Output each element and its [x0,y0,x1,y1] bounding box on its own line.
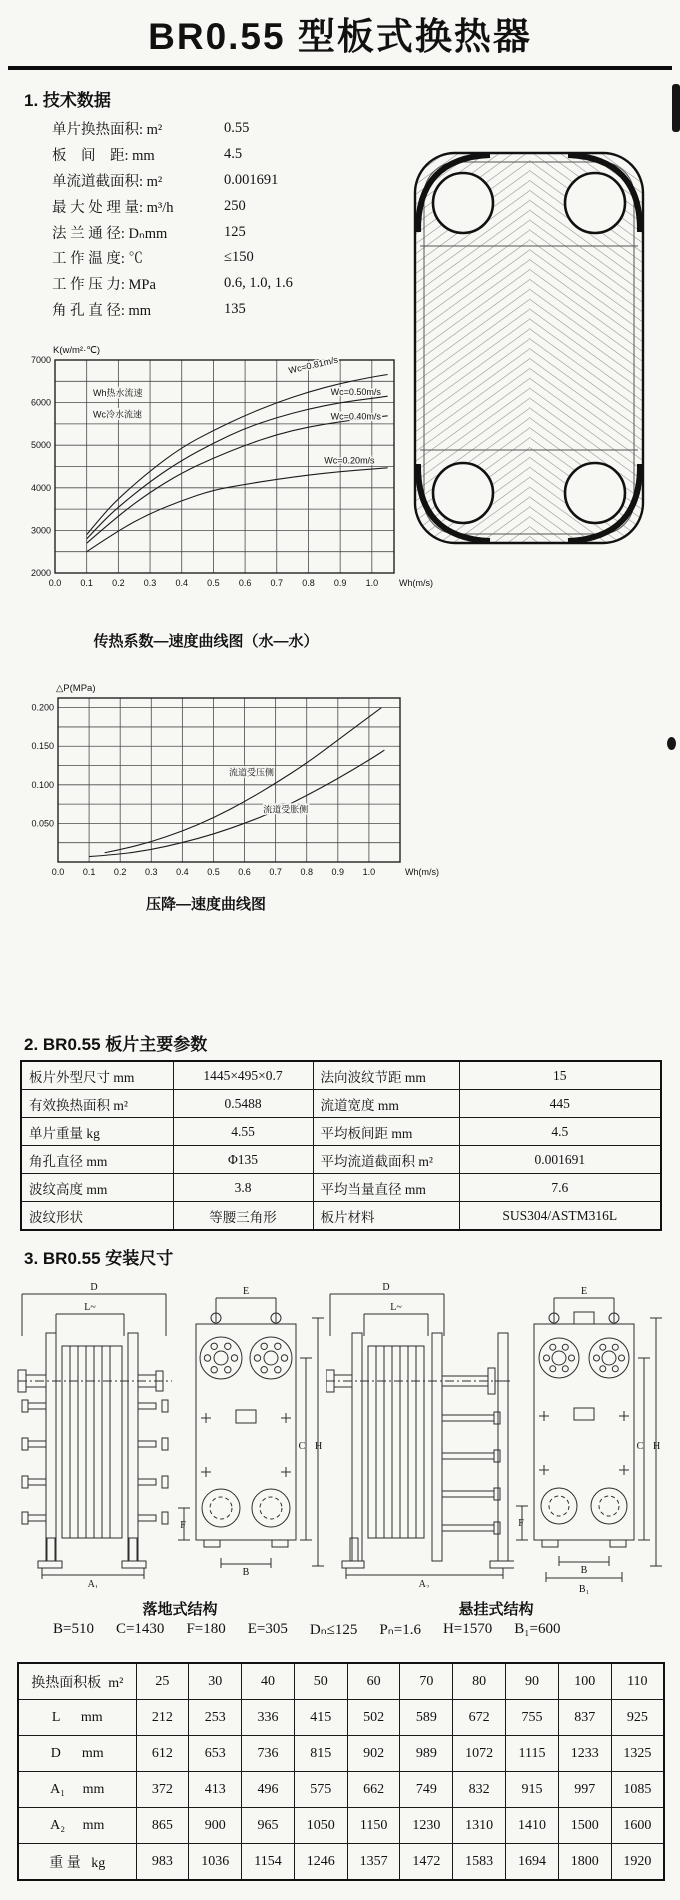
title-rule [8,66,672,70]
dim-label-D: D [382,1282,390,1293]
dim-label-H: H [653,1441,661,1452]
table-cell: 1445×495×0.7 [173,1061,313,1090]
x-tick-label: 0.9 [331,867,345,877]
curve-label: 流道受压侧 [229,767,275,778]
table-cell: 983 [136,1844,189,1881]
table-cell: 1085 [611,1772,664,1808]
y-tick-label: 0.200 [31,702,54,713]
x-tick-label: 0.3 [145,867,158,877]
table-cell: 0.001691 [224,171,279,188]
table-cell: L mm [18,1700,136,1736]
chart-grid [58,698,400,862]
hanging-type-front-view-drawing [514,1278,666,1596]
pressure-drop-chart [24,672,472,884]
dim-label-E: E [580,1286,588,1297]
dim-label-B1: B₁ [578,1584,590,1595]
frame-plates-rods [326,1333,514,1568]
table-cell: 1230 [400,1808,453,1844]
table-cell: 1920 [611,1844,664,1881]
table-cell: 832 [453,1772,506,1808]
table-cell: 3.8 [173,1174,313,1202]
table-cell: 角 孔 直 径: mm [52,302,152,319]
section-1-heading: 1. 技术数据 [24,91,111,110]
dim-label-F: F [518,1518,524,1529]
table-cell: SUS304/ASTM316L [459,1202,661,1231]
x-tick-label: 0.5 [207,867,220,877]
table-cell: 502 [347,1700,400,1736]
floor-type-side-view-drawing [16,1278,174,1588]
curve-label: 流道受胀侧 [263,804,309,815]
table-cell: E=305 [247,1621,288,1637]
table-cell: 902 [347,1736,400,1772]
x-tick-label: 0.1 [80,578,93,588]
table-cell: 80 [453,1663,506,1700]
table-row [18,1808,664,1844]
chart-border [58,698,400,862]
table-cell: 60 [347,1663,400,1700]
x-tick-label: 0.0 [48,578,62,588]
table-cell: 70 [400,1663,453,1700]
table-cell: 50 [294,1663,347,1700]
table-cell: 496 [242,1772,295,1808]
y-tick-label: 6000 [30,397,51,408]
table-cell: 工 作 温 度: ℃ [52,251,144,268]
table-cell: 最 大 处 理 量: m³/h [52,199,174,216]
table-cell: 997 [558,1772,611,1808]
chart-curve [105,708,382,853]
x-tick-label: 0.9 [333,578,347,588]
table-cell: 单片换热面积: m² [52,122,163,139]
chart-curve [89,750,384,857]
x-tick-label: 0.6 [238,867,251,877]
dimension-lines [516,1298,662,1582]
table-cell: 445 [459,1090,661,1118]
table-cell: 单流道截面积: m² [52,173,163,190]
dimension-lines [178,1298,324,1568]
table-cell: C=1430 [115,1621,165,1637]
table-cell: 413 [189,1772,242,1808]
table-cell: 1233 [558,1736,611,1772]
table-cell: ≤150 [224,249,254,266]
chart2-caption: 压降—速度曲线图 [145,896,266,913]
x-tick-label: 1.0 [362,867,376,877]
table-cell: 4.5 [459,1118,661,1146]
table-cell: 672 [453,1700,506,1736]
table-cell: 波纹形状 [21,1202,173,1231]
x-tick-label: 0.5 [207,578,220,588]
table-cell: B=510 [53,1621,94,1637]
x-tick-label: 0.2 [113,867,127,877]
table-cell: 平均当量直径 mm [313,1174,459,1202]
table-cell: 110 [611,1663,664,1700]
table-cell: 415 [294,1700,347,1736]
table-cell: F=180 [186,1621,226,1637]
table-cell: 612 [136,1736,189,1772]
table-cell: 30 [189,1663,242,1700]
x-axis-title: Wh(m/s) [405,867,439,877]
chart-curve [87,468,388,552]
curve-label: Wc=0.40m/s [330,411,381,422]
table-cell: 1246 [294,1844,347,1881]
dim-label-L: L~ [390,1302,402,1313]
table-cell: A₂ mm [18,1808,136,1844]
x-tick-label: 0.1 [82,867,96,877]
table-cell: 25 [136,1663,189,1700]
y-tick-label: 3000 [30,525,51,536]
y-tick-label: 0.100 [31,779,54,790]
tech-specs-list [52,116,293,322]
table-row [52,168,293,194]
table-cell: 125 [224,223,246,240]
body-and-ports [534,1312,634,1547]
table-cell: 1410 [506,1808,559,1844]
curve-label: Wc=0.81m/s [287,354,339,376]
y-tick-label: 2000 [30,568,51,578]
table-row [18,1844,664,1881]
hanging-type-side-view-drawing [326,1278,514,1588]
table-row [52,142,293,168]
hanging-type-caption: 悬挂式结构 [458,1601,534,1618]
dim-label-C: C [636,1441,644,1452]
table-row [52,245,293,271]
table-cell: 1357 [347,1844,400,1881]
table-row [21,1202,661,1231]
table-cell: 250 [224,197,246,214]
installation-dimensions-line [42,1620,571,1639]
table-cell: 90 [506,1663,559,1700]
dim-label-F: F [180,1520,186,1531]
table-cell: 915 [506,1772,559,1808]
table-cell: 1150 [347,1808,400,1844]
installation-drawings [16,1278,666,1596]
table-cell: 法向波纹节距 mm [313,1061,459,1090]
table-cell: 1310 [453,1808,506,1844]
table-cell: 1583 [453,1844,506,1881]
y-axis-title: K(w/m²·℃) [53,345,101,356]
table-cell: 波纹高度 mm [21,1174,173,1202]
dim-label-D: D [90,1282,98,1293]
table-cell: 法 兰 通 径: Dₙmm [52,225,168,242]
table-cell: 4.55 [173,1118,313,1146]
table-cell: 单片重量 kg [21,1118,173,1146]
table-cell: 755 [506,1700,559,1736]
heat-transfer-chart [28,338,440,596]
y-tick-label: 4000 [30,482,51,493]
table-cell: 工 作 压 力: MPa [52,277,156,294]
x-axis-title: Wh(m/s) [399,578,433,588]
table-row [21,1061,661,1090]
chart-annotation: Wc冷水流速 [93,409,143,420]
table-cell: 1115 [506,1736,559,1772]
table-row [42,1620,571,1639]
section-2-heading: 2. BR0.55 板片主要参数 [24,1035,208,1054]
dim-label-A2: A₂ [418,1579,430,1588]
table-cell: 板片外型尺寸 mm [21,1061,173,1090]
table-cell: 7.6 [459,1174,661,1202]
dim-label-H: H [315,1441,323,1452]
table-cell: 212 [136,1700,189,1736]
table-cell: 板 间 距: mm [52,148,155,165]
table-cell: 角孔直径 mm [21,1146,173,1174]
x-tick-label: 0.6 [238,578,252,588]
table-row [21,1090,661,1118]
table-cell: 135 [224,300,246,317]
table-cell: Dₙ≤125 [309,1622,358,1638]
table-cell: 1500 [558,1808,611,1844]
x-tick-label: 0.8 [300,867,313,877]
table-cell: 965 [242,1808,295,1844]
table-cell: A₁ mm [18,1772,136,1808]
table-cell: 平均流道截面积 m² [313,1146,459,1174]
table-cell: 流道宽度 mm [313,1090,459,1118]
table-row [52,219,293,245]
table-cell: 40 [242,1663,295,1700]
table-row [52,296,293,322]
y-tick-label: 0.150 [31,741,54,752]
table-cell: 837 [558,1700,611,1736]
table-cell: D mm [18,1736,136,1772]
table-cell: 336 [242,1700,295,1736]
table-cell: 0.5488 [173,1090,313,1118]
y-tick-label: 5000 [30,440,51,451]
dim-label-B: B [580,1565,588,1576]
table-cell: 等腰三角形 [173,1202,313,1231]
x-tick-label: 0.0 [51,867,65,877]
table-cell: 0.001691 [459,1146,661,1174]
dim-label-L: L~ [84,1302,96,1313]
table-cell: 1154 [242,1844,295,1881]
table-cell: 925 [611,1700,664,1736]
table-cell: 平均板间距 mm [313,1118,459,1146]
table-cell: 板片材料 [313,1202,459,1231]
x-tick-label: 0.4 [175,578,188,588]
chart-curve [87,416,388,543]
plate-params-table [20,1060,662,1231]
table-cell: 589 [400,1700,453,1736]
table-cell: 1694 [506,1844,559,1881]
table-cell: 重 量 kg [18,1844,136,1881]
table-cell: 900 [189,1808,242,1844]
floor-type-caption: 落地式结构 [142,1601,218,1618]
table-cell: 1472 [400,1844,453,1881]
table-cell: 989 [400,1736,453,1772]
section-3-heading: 3. BR0.55 安装尺寸 [24,1249,174,1268]
dim-label-C: C [298,1441,306,1452]
table-cell: 1325 [611,1736,664,1772]
y-axis-title: △P(MPa) [56,683,96,694]
frame-and-plates [18,1333,168,1568]
chart1-caption: 传热系数—速度曲线图（水—水） [93,633,319,650]
x-tick-label: 0.8 [302,578,315,588]
table-cell: B₁=600 [514,1621,561,1637]
table-row [21,1118,661,1146]
table-cell: 662 [347,1772,400,1808]
table-row [52,116,293,142]
table-row [18,1772,664,1808]
x-tick-label: 0.2 [112,578,125,588]
table-cell: 4.5 [224,146,243,163]
table-cell: H=1570 [442,1621,493,1637]
x-tick-label: 0.4 [176,867,189,877]
table-cell: 0.55 [224,120,250,137]
y-tick-label: 7000 [30,355,51,365]
curve-label: Wc=0.50m/s [330,386,381,397]
table-row [21,1174,661,1202]
x-tick-label: 1.0 [365,578,379,588]
table-cell: 372 [136,1772,189,1808]
dim-label-B: B [242,1567,250,1578]
dim-label-E: E [242,1286,250,1297]
floor-type-front-view-drawing [174,1278,326,1588]
x-tick-label: 0.3 [143,578,157,588]
model-dimensions-table [17,1662,665,1881]
table-cell: 653 [189,1736,242,1772]
table-row [52,271,293,297]
table-row [21,1146,661,1174]
table-cell: 1800 [558,1844,611,1881]
y-tick-label: 0.050 [31,818,54,829]
table-row [18,1736,664,1772]
table-row [18,1663,664,1700]
table-cell: 815 [294,1736,347,1772]
table-cell: 换热面积板 m² [18,1663,136,1700]
table-cell: 有效换热面积 m² [21,1090,173,1118]
table-cell: Pₙ=1.6 [379,1622,421,1638]
table-row [52,193,293,219]
x-tick-label: 0.7 [270,578,284,588]
body-and-ports [196,1313,296,1547]
table-cell: 1600 [611,1808,664,1844]
table-cell: 1072 [453,1736,506,1772]
table-cell: 15 [459,1061,661,1090]
scan-artifact [667,737,676,750]
table-cell: 253 [189,1700,242,1736]
table-cell: 575 [294,1772,347,1808]
curve-label: Wc=0.20m/s [324,455,375,466]
table-cell: 1050 [294,1808,347,1844]
table-row [18,1700,664,1736]
scan-artifact [672,84,680,132]
table-cell: 749 [400,1772,453,1808]
chart-annotation: Wh热水流速 [93,388,143,399]
table-cell: 1036 [189,1844,242,1881]
table-cell: 0.6, 1.0, 1.6 [224,275,293,292]
dim-label-A1: A₁ [87,1579,99,1588]
table-cell: 736 [242,1736,295,1772]
x-tick-label: 0.7 [269,867,282,877]
table-cell: Φ135 [173,1146,313,1174]
table-cell: 100 [558,1663,611,1700]
table-cell: 865 [136,1808,189,1844]
page-title: BR0.55 型板式换热器 [148,16,532,57]
